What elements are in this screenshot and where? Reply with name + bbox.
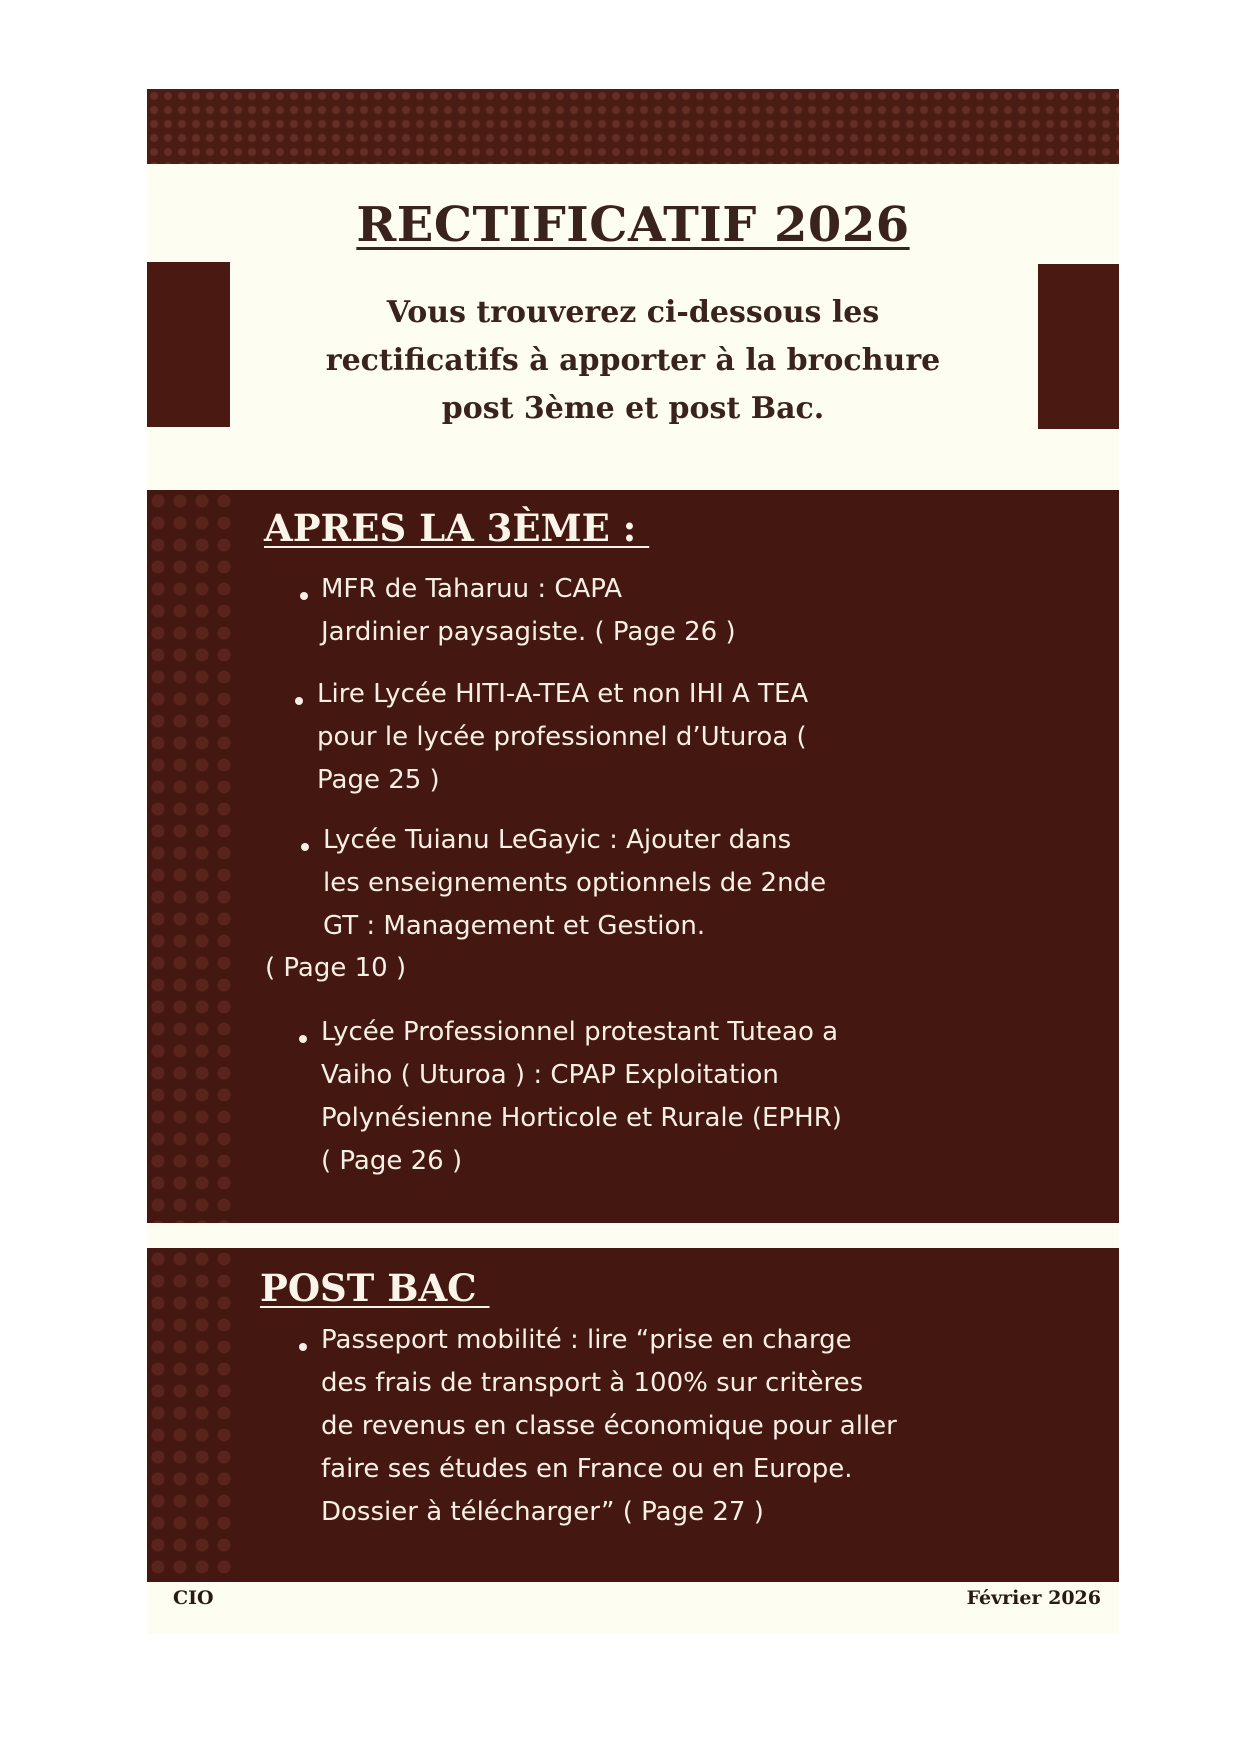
list-item-line: GT : Management et Gestion. <box>323 911 706 941</box>
list-item-line: Lire Lycée HITI-A-TEA et non IHI A TEA <box>317 679 809 709</box>
list-item-line: ( Page 26 ) <box>321 1146 463 1176</box>
intro-text <box>257 289 1009 433</box>
decorative-dot-pattern <box>147 490 237 1223</box>
decorative-dot-pattern <box>147 1248 237 1582</box>
list-item-line: Lycée Tuianu LeGayic : Ajouter dans <box>323 825 792 855</box>
list-item-line: Passeport mobilité : lire “prise en charge <box>321 1325 852 1355</box>
page-reference: ( Page 10 ) <box>265 953 407 983</box>
footer-organization: CIO <box>173 1587 214 1609</box>
list-item-line: pour le lycée professionnel d’Uturoa ( <box>317 722 807 752</box>
list-item-line: Jardinier paysagiste. ( Page 26 ) <box>321 617 736 647</box>
section-heading: POST BAC <box>260 1266 490 1310</box>
list-item-line: MFR de Taharuu : CAPA <box>321 574 623 604</box>
decorative-top-band <box>147 89 1119 164</box>
bullet-icon <box>300 592 308 600</box>
list-item-line: faire ses études en France ou en Europe. <box>321 1454 853 1484</box>
section-apres-3eme <box>147 490 1119 1223</box>
bullet-icon <box>301 843 309 851</box>
bullet-icon <box>299 1035 307 1043</box>
list-item <box>321 1011 842 1183</box>
list-item-line: Dossier à télécharger” ( Page 27 ) <box>321 1497 764 1527</box>
decorative-right-block <box>1038 264 1119 429</box>
intro-line: Vous trouverez ci-dessous les <box>386 295 880 330</box>
list-item-line: Polynésienne Horticole et Rurale (EPHR) <box>321 1103 842 1133</box>
rectificatif-page <box>147 89 1119 1634</box>
list-item-line: Lycée Professionnel protestant Tuteao a <box>321 1017 839 1047</box>
list-item <box>323 819 826 948</box>
bullet-icon <box>299 1343 307 1351</box>
list-item-line: des frais de transport à 100% sur critères <box>321 1368 864 1398</box>
list-item-line: Vaiho ( Uturoa ) : CPAP Exploitation <box>321 1060 779 1090</box>
list-item <box>321 1319 897 1534</box>
list-item-line: de revenus en classe économique pour aller <box>321 1411 897 1441</box>
footer-date: Février 2026 <box>966 1587 1101 1609</box>
decorative-left-block <box>147 262 230 427</box>
page-title: RECTIFICATIF 2026 <box>356 197 910 253</box>
bullet-icon <box>295 697 303 705</box>
list-item-line: Page 25 ) <box>317 765 440 795</box>
list-item <box>321 568 736 654</box>
intro-line: post 3ème et post Bac. <box>441 391 825 426</box>
intro-line: rectificatifs à apporter à la brochure <box>325 343 941 378</box>
section-post-bac <box>147 1248 1119 1582</box>
list-item <box>317 673 808 802</box>
section-heading: APRES LA 3ÈME : <box>264 506 650 550</box>
list-item-line: les enseignements optionnels de 2nde <box>323 868 827 898</box>
